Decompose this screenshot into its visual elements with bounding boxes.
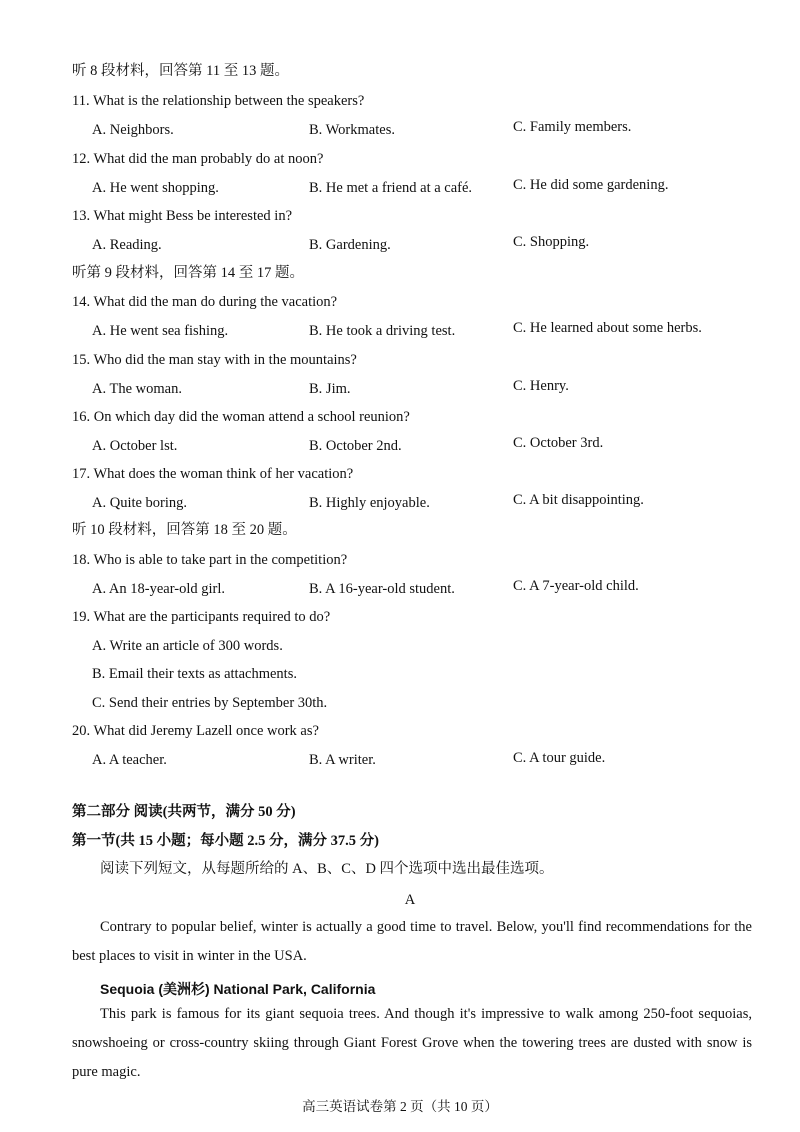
q15-option-a: A. The woman. bbox=[92, 381, 182, 397]
section1-title: 第一节(共 15 小题；每小题 2.5 分，满分 37.5 分) bbox=[72, 833, 379, 849]
park-heading: Sequoia (美洲杉) National Park, California bbox=[100, 981, 376, 997]
q17-option-c: C. A bit disappointing. bbox=[513, 492, 644, 508]
q16-option-b: B. October 2nd. bbox=[309, 438, 402, 454]
question-11: 11. What is the relationship between the speakers? bbox=[72, 93, 365, 109]
q14-option-c: C. He learned about some herbs. bbox=[513, 320, 702, 336]
q17-option-a: A. Quite boring. bbox=[92, 495, 188, 511]
q13-option-c: C. Shopping. bbox=[513, 234, 590, 250]
reading-instruction: 阅读下列短文，从每题所给的 A、B、C、D 四个选项中选出最佳选项。 bbox=[100, 861, 554, 877]
intro-paragraph bbox=[72, 913, 752, 971]
q12-option-a: A. He went shopping. bbox=[92, 180, 219, 196]
park-paragraph bbox=[72, 1000, 752, 1087]
q12-option-c: C. He did some gardening. bbox=[513, 177, 669, 193]
q18-option-b: B. A 16-year-old student. bbox=[309, 581, 455, 597]
q13-option-b: B. Gardening. bbox=[309, 237, 391, 253]
q16-option-a: A. October lst. bbox=[92, 438, 178, 454]
section9-header: 听第 9 段材料，回答第 14 至 17 题。 bbox=[72, 265, 304, 281]
q18-option-a: A. An 18-year-old girl. bbox=[92, 581, 225, 597]
q19-option-b: B. Email their texts as attachments. bbox=[92, 666, 297, 682]
q15-option-b: B. Jim. bbox=[309, 381, 351, 397]
q20-option-c: C. A tour guide. bbox=[513, 750, 606, 766]
question-14: 14. What did the man do during the vacation? bbox=[72, 294, 338, 310]
question-18: 18. Who is able to take part in the competition? bbox=[72, 552, 348, 568]
section10-header: 听 10 段材料，回答第 18 至 20 题。 bbox=[72, 522, 297, 538]
q19-option-c: C. Send their entries by September 30th. bbox=[92, 695, 328, 711]
question-19: 19. What are the participants required to do? bbox=[72, 609, 331, 625]
question-20: 20. What did Jeremy Lazell once work as? bbox=[72, 723, 319, 739]
question-16: 16. On which day did the woman attend a school reunion? bbox=[72, 409, 410, 425]
q11-option-a: A. Neighbors. bbox=[92, 122, 174, 138]
question-15: 15. Who did the man stay with in the mountains? bbox=[72, 352, 357, 368]
q16-option-c: C. October 3rd. bbox=[513, 435, 604, 451]
q14-option-b: B. He took a driving test. bbox=[309, 323, 456, 339]
intro-paragraph-text: Contrary to popular belief, winter is actually a good time to travel. Below, you'll find recommendations for the best places to visit in winter in the USA. bbox=[72, 919, 752, 964]
q14-option-a: A. He went sea fishing. bbox=[92, 323, 229, 339]
page-footer: 高三英语试卷第 2 页（共 10 页） bbox=[302, 1099, 498, 1114]
q20-option-a: A. A teacher. bbox=[92, 752, 167, 768]
question-17: 17. What does the woman think of her vacation? bbox=[72, 466, 354, 482]
q11-option-b: B. Workmates. bbox=[309, 122, 395, 138]
park-paragraph-text: This park is famous for its giant sequoia trees. And though it's impressive to walk among 250-foot sequoias, snowshoeing or cross-country skiing through Giant Forest Grove when the towering trees are dusted with snow is pure magic. bbox=[72, 1006, 752, 1080]
question-12: 12. What did the man probably do at noon? bbox=[72, 151, 324, 167]
q13-option-a: A. Reading. bbox=[92, 237, 162, 253]
q20-option-b: B. A writer. bbox=[309, 752, 376, 768]
q18-option-c: C. A 7-year-old child. bbox=[513, 578, 639, 594]
question-13: 13. What might Bess be interested in? bbox=[72, 208, 293, 224]
part2-title: 第二部分 阅读(共两节，满分 50 分) bbox=[72, 804, 296, 820]
q11-option-c: C. Family members. bbox=[513, 119, 632, 135]
section8-header: 听 8 段材料，回答第 11 至 13 题。 bbox=[72, 63, 289, 79]
q17-option-b: B. Highly enjoyable. bbox=[309, 495, 430, 511]
q15-option-c: C. Henry. bbox=[513, 378, 569, 394]
q19-option-a: A. Write an article of 300 words. bbox=[92, 638, 283, 654]
q12-option-b: B. He met a friend at a café. bbox=[309, 180, 473, 196]
passage-letter: A bbox=[404, 892, 416, 908]
